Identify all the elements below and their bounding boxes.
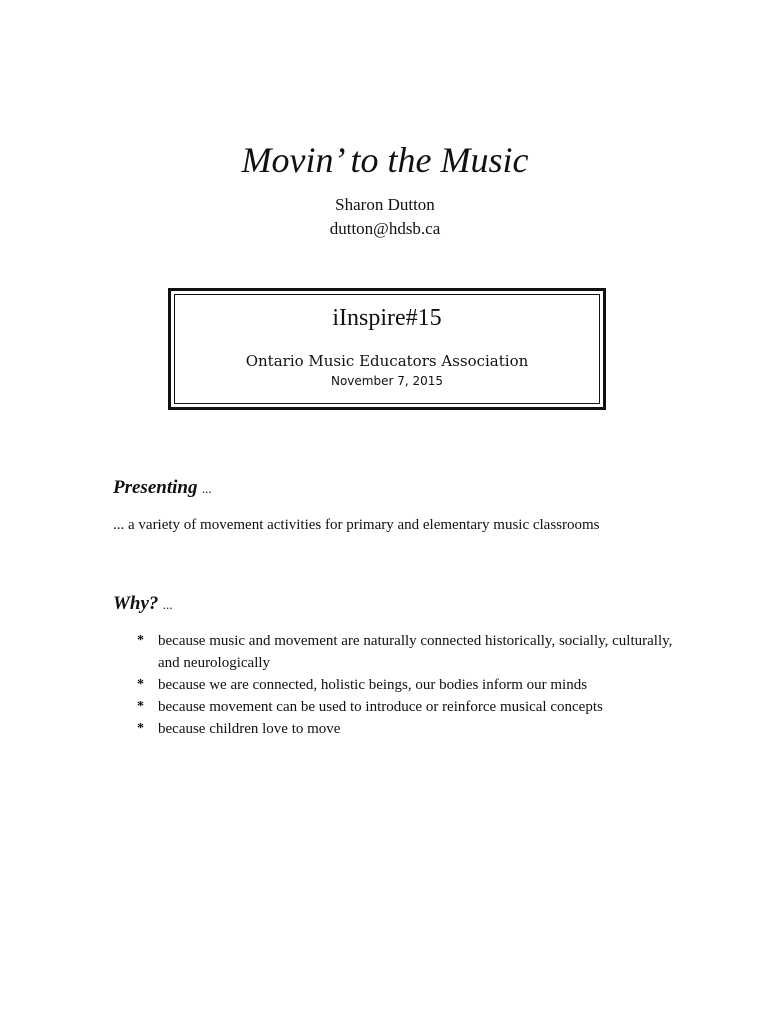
author-name: Sharon Dutton <box>335 195 435 214</box>
list-item-text: because movement can be used to introduce or reinforce musical concepts <box>158 699 603 715</box>
bullet-asterisk: * <box>137 633 144 648</box>
event-name: iInspire#15 <box>332 305 442 331</box>
bullet-asterisk: * <box>137 699 144 714</box>
list-item <box>113 674 673 696</box>
event-organization: Ontario Music Educators Association <box>245 352 529 370</box>
bullet-asterisk: * <box>137 677 144 692</box>
presenting-heading-dots: ... <box>202 481 212 496</box>
event-date: November 7, 2015 <box>330 374 444 388</box>
why-heading-dots: ... <box>163 597 173 612</box>
document-title: Movin’ to the Music <box>241 140 529 180</box>
list-item-text: because music and movement are naturally connected historically, socially, culturally, and neurologically <box>158 633 673 671</box>
presenting-heading <box>113 476 212 501</box>
why-heading <box>113 592 173 617</box>
list-item <box>113 630 673 674</box>
event-box <box>168 288 606 410</box>
list-item-text: because children love to move <box>158 721 341 737</box>
list-item-text: because we are connected, holistic beings, our bodies inform our minds <box>158 677 588 693</box>
author-email: dutton@hdsb.ca <box>329 219 441 238</box>
presenting-heading-label: Presenting <box>113 477 198 498</box>
presenting-text: ... a variety of movement activities for primary and elementary music classrooms <box>113 517 600 533</box>
why-heading-label: Why? <box>113 593 159 614</box>
list-item <box>113 718 673 740</box>
bullet-asterisk: * <box>137 721 144 736</box>
event-box-inner <box>174 294 600 404</box>
list-item <box>113 696 673 718</box>
why-list <box>113 630 673 740</box>
